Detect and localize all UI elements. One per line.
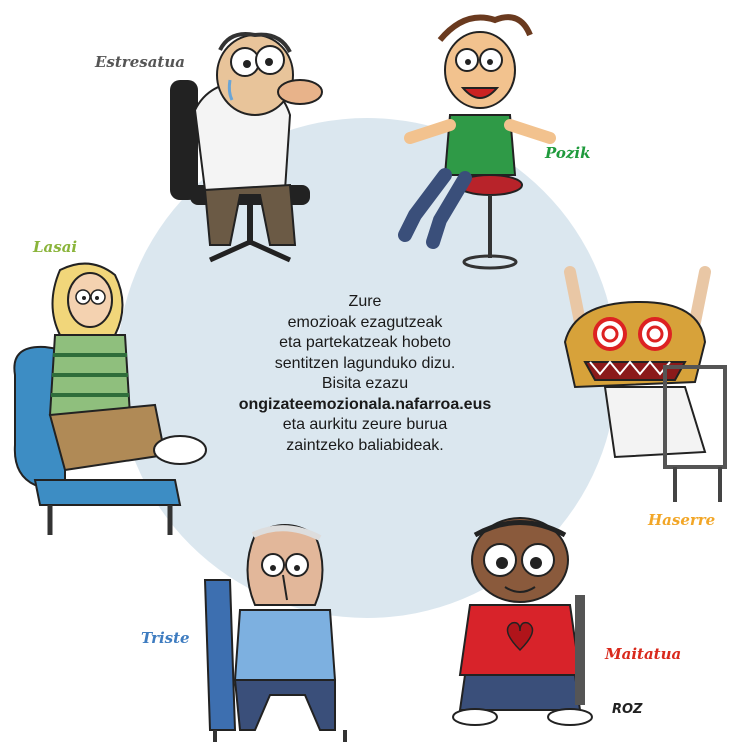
- message-line: eta aurkitu zeure burua: [282, 416, 448, 433]
- label-sad: Triste: [141, 629, 190, 647]
- message-line: emozioak ezagutzeak: [287, 313, 443, 331]
- sad-person-icon: [195, 520, 365, 745]
- happy-person-icon: [385, 10, 565, 280]
- stressed-person-icon: [150, 20, 350, 270]
- website-url: ongizateemozionala.nafarroa.eus: [238, 395, 492, 413]
- calm-person-icon: [5, 255, 220, 545]
- message-line: Bisita ezazu: [321, 375, 409, 392]
- artist-signature: ROZ: [612, 702, 643, 717]
- label-stressed: Estresatua: [95, 53, 185, 71]
- message-line: zaintzeko baliabideak.: [286, 436, 444, 454]
- message-line: eta partekatzeak hobeto: [279, 334, 451, 351]
- angry-person-icon: [545, 262, 730, 512]
- label-calm: Lasai: [33, 238, 78, 256]
- loved-person-icon: [430, 505, 610, 730]
- message-line: sentitzen lagunduko dizu.: [274, 354, 456, 372]
- center-message: [200, 292, 530, 456]
- label-happy: Pozik: [545, 144, 591, 162]
- label-loved: Maitatua: [605, 645, 682, 663]
- message-line: Zure: [348, 293, 382, 310]
- label-angry: Haserre: [648, 511, 716, 529]
